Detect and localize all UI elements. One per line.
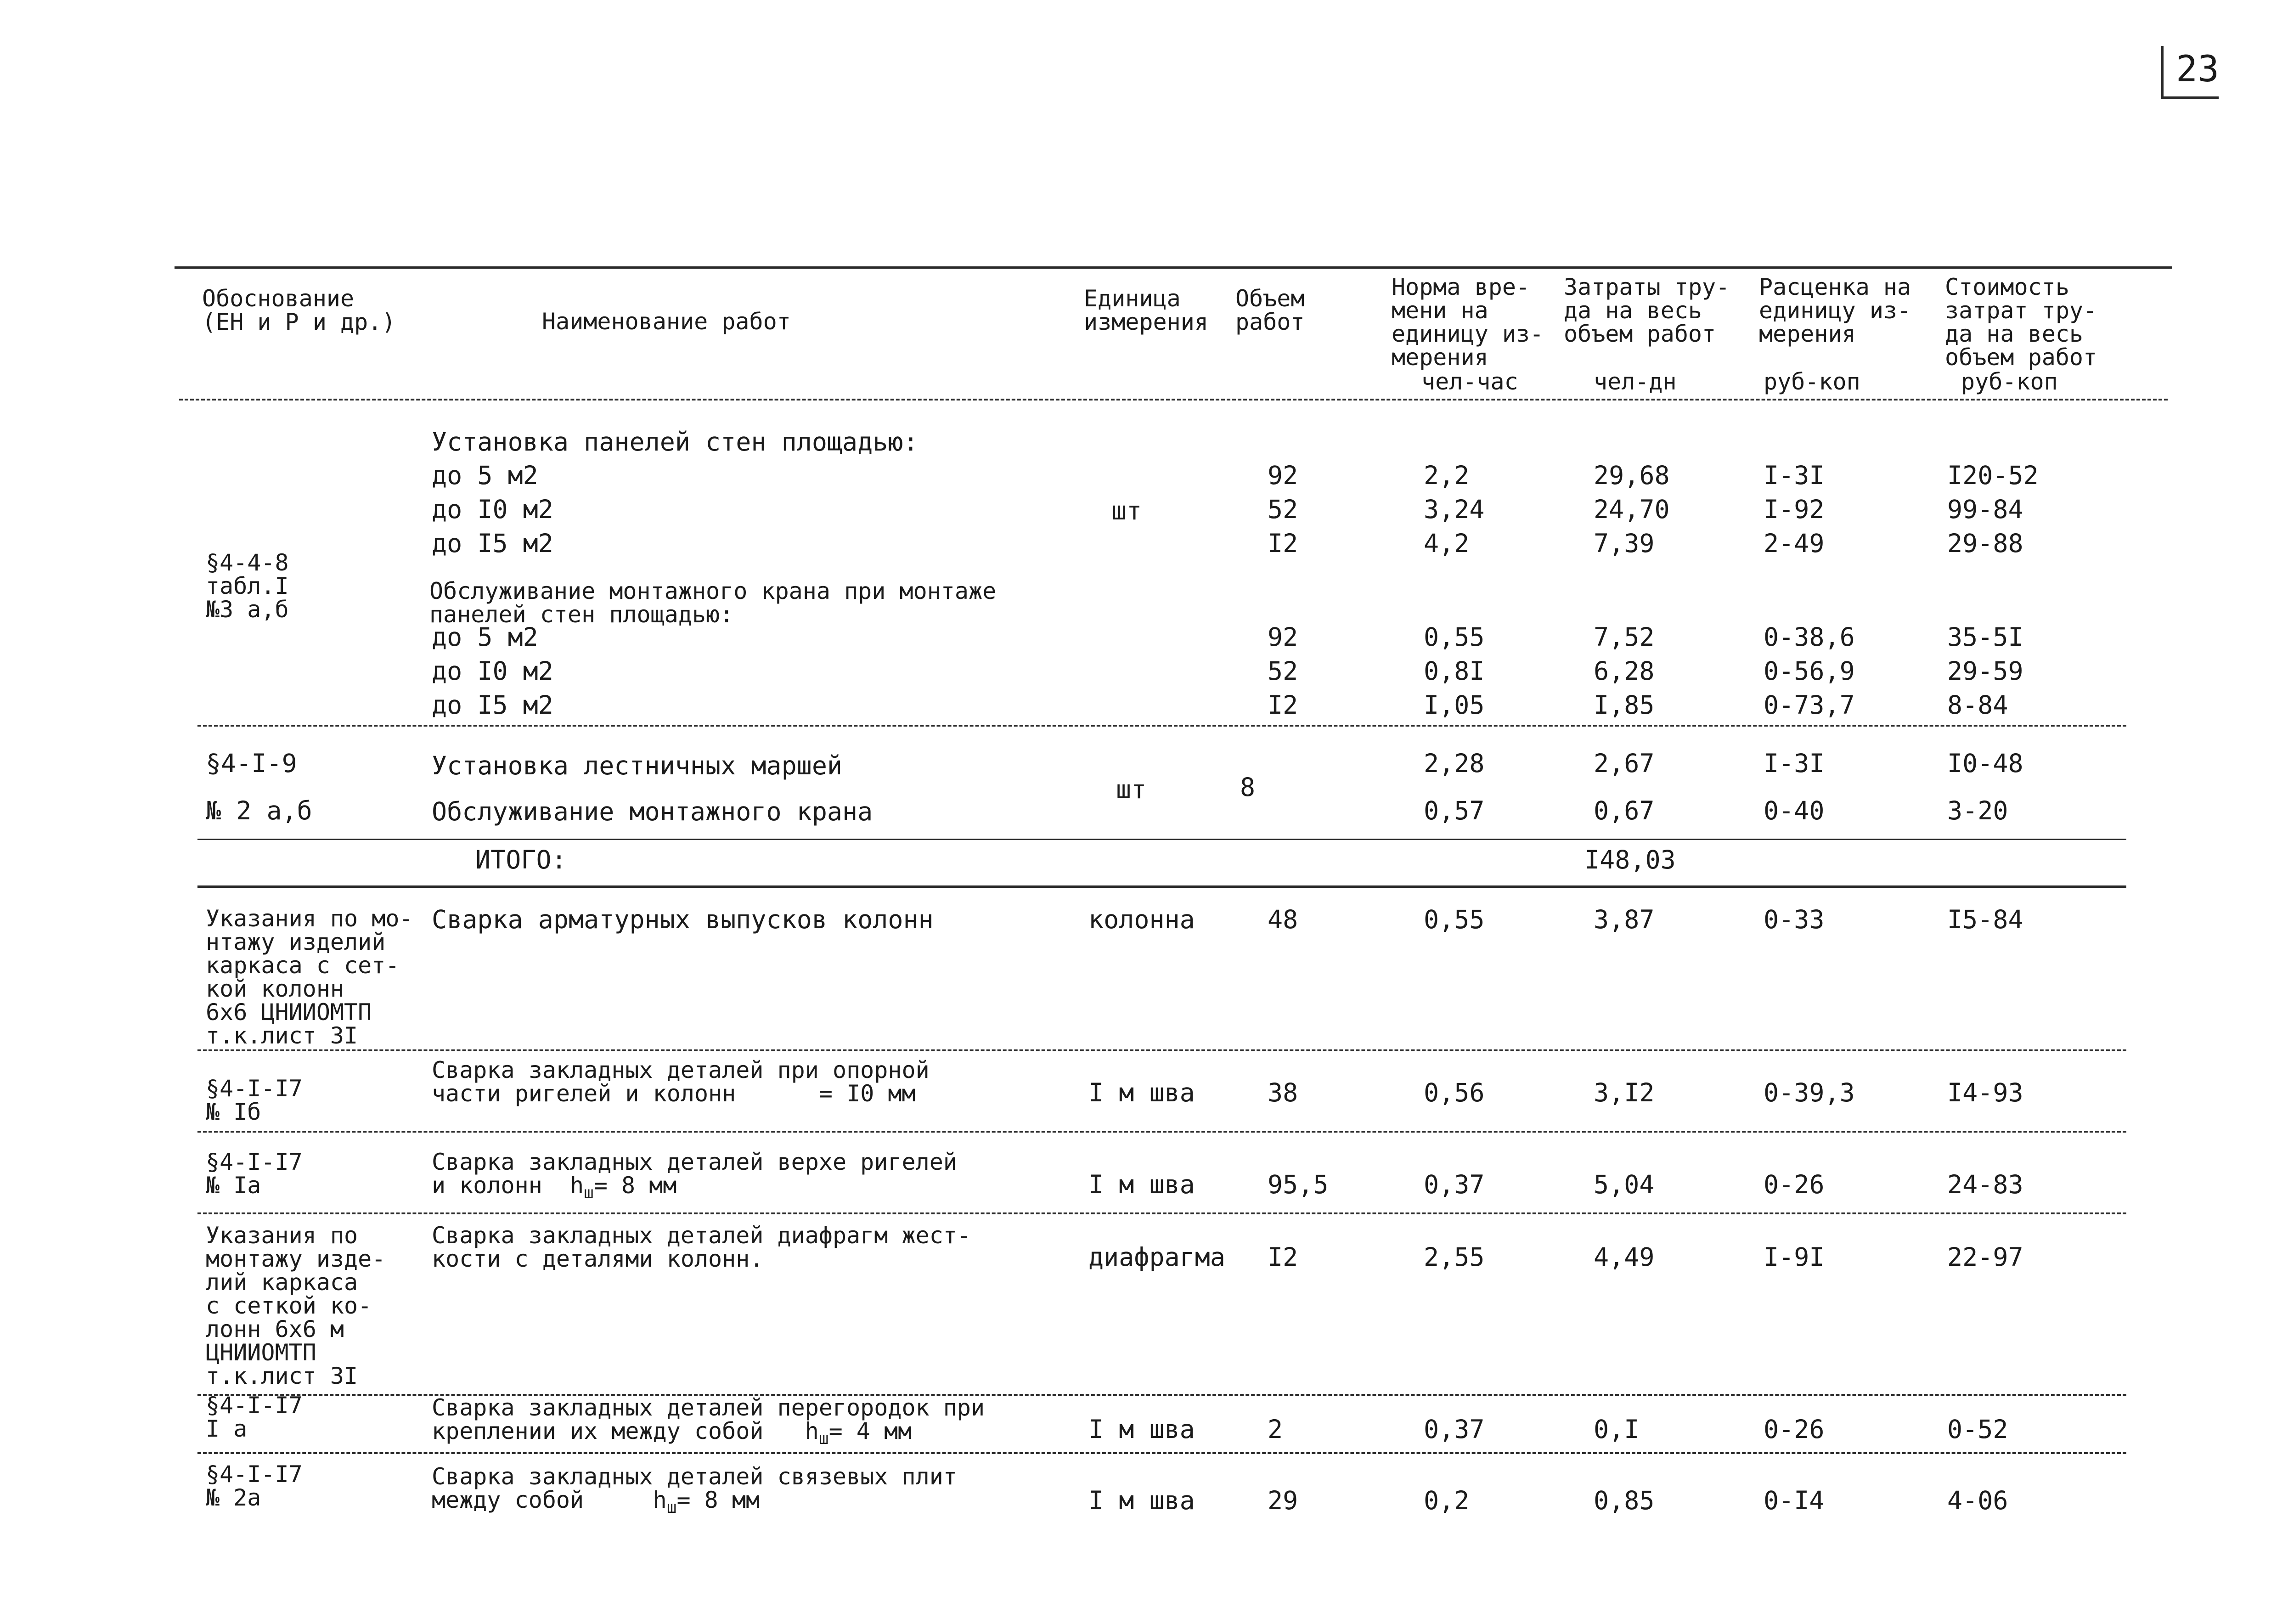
weld-size: = I0 мм (818, 1080, 916, 1107)
weld-height-subscript: ш (584, 1184, 594, 1202)
row-volume: I2 (1268, 529, 1298, 558)
row-cost: 29-88 (1947, 529, 2023, 558)
row-norm: 2,28 (1424, 749, 1485, 778)
sec2-unit: шт (1116, 775, 1147, 804)
row-volume: I2 (1268, 1242, 1298, 1272)
row-name (432, 1396, 985, 1450)
header-cost-unit: руб-коп (1961, 368, 2058, 395)
row-cost: I0-48 (1947, 749, 2023, 778)
row-name: до I0 м2 (432, 495, 553, 524)
row-labor: I,85 (1594, 690, 1655, 720)
row-cost: 22-97 (1947, 1242, 2023, 1272)
row-unit: колонна (1088, 905, 1195, 934)
sec2-bottom-rule (197, 839, 2126, 840)
sec7-bottom-rule (197, 1452, 2126, 1454)
row-rate: I-3I (1764, 749, 1825, 778)
row-unit: I м шва (1088, 1078, 1195, 1107)
row-cost: 29-59 (1947, 656, 2023, 686)
row-rate: 0-38,6 (1764, 622, 1855, 652)
row-rate: I-9I (1764, 1242, 1825, 1272)
row-unit: I м шва (1088, 1486, 1195, 1515)
row-rate: 0-73,7 (1764, 690, 1855, 720)
row-norm: 3,24 (1424, 495, 1485, 524)
row-name (432, 1465, 957, 1519)
row-norm: 0,57 (1424, 796, 1485, 825)
sec2-basis-no: № 2 а,б (206, 796, 312, 825)
sec4-basis: §4-I-I7 № Iб (206, 1075, 303, 1125)
row-volume: 52 (1268, 495, 1298, 524)
header-name: Наименование работ (542, 308, 791, 335)
row-cost: 24-83 (1947, 1170, 2023, 1199)
row-name: до 5 м2 (432, 461, 538, 490)
row-name: Сварка арматурных выпусков колонн (432, 905, 934, 934)
sec1-crane-title: Обслуживание монтажного крана при монтаже панелей стен площадью: (429, 578, 997, 628)
row-name (432, 1150, 957, 1205)
row-rate: 0-I4 (1764, 1486, 1825, 1515)
weld-height-subscript: ш (666, 1498, 677, 1517)
row-norm: 4,2 (1424, 529, 1470, 558)
row-labor: 3,87 (1594, 905, 1655, 934)
header-basis: Обоснование (ЕН и Р и др.) (202, 285, 396, 335)
page-number: 23 (2176, 49, 2219, 90)
row-labor: 6,28 (1594, 656, 1655, 686)
header-rate: Расценка на единицу из- мерения (1759, 274, 1911, 347)
row-volume: 38 (1268, 1078, 1298, 1107)
row-norm: I,05 (1424, 690, 1485, 720)
weld-size: = 8 мм (676, 1487, 760, 1513)
row-name: Обслуживание монтажного крана (432, 797, 873, 826)
row-name-line2: креплении их между собой (432, 1418, 764, 1444)
row-norm: 0,37 (1424, 1170, 1485, 1199)
total-bottom-rule (197, 885, 2126, 888)
sec2-volume: 8 (1240, 773, 1256, 802)
row-labor: 24,70 (1594, 495, 1670, 524)
row-volume: 92 (1268, 622, 1298, 652)
row-name: Установка лестничных маршей (432, 751, 843, 780)
weld-height-symbol: h (805, 1418, 819, 1444)
row-volume: 92 (1268, 461, 1298, 490)
row-name-line1: Сварка закладных деталей связевых плит (432, 1463, 957, 1490)
row-name-line2: между собой (432, 1487, 584, 1513)
row-labor: 2,67 (1594, 749, 1655, 778)
row-norm: 2,55 (1424, 1242, 1485, 1272)
row-name: до I0 м2 (432, 656, 553, 686)
header-labor: Затраты тру- да на весь объем работ (1564, 274, 1730, 347)
weld-height-symbol: h (570, 1172, 584, 1199)
row-norm: 0,37 (1424, 1415, 1485, 1444)
row-volume: 95,5 (1268, 1170, 1329, 1199)
row-volume: 48 (1268, 905, 1298, 934)
sec5-bottom-rule (197, 1212, 2126, 1214)
header-labor-unit: чел-дн (1594, 368, 1677, 395)
header-volume: Объем работ (1235, 285, 1305, 335)
row-rate: 0-39,3 (1764, 1078, 1855, 1107)
row-volume: I2 (1268, 690, 1298, 720)
row-volume: 29 (1268, 1486, 1298, 1515)
row-labor: 0,67 (1594, 796, 1655, 825)
row-name-line1: Сварка закладных деталей перегородок при (432, 1394, 985, 1421)
row-volume: 52 (1268, 656, 1298, 686)
row-labor: 0,85 (1594, 1486, 1655, 1515)
sec1-unit: шт (1111, 496, 1142, 525)
row-name-line1: Сварка закладных деталей верхе ригелей (432, 1149, 957, 1175)
row-rate: 0-40 (1764, 796, 1825, 825)
row-rate: 2-49 (1764, 529, 1825, 558)
header-unit: Единица измерения (1084, 285, 1208, 335)
sec6-basis: Указания по монтажу изде- лий каркаса с сеткой ко- лонн 6х6 м ЦНИИОМТП т.к.лист 3I (206, 1222, 386, 1389)
row-name: Сварка закладных деталей диафрагм жест- кости с деталями колонн. (432, 1222, 971, 1272)
row-cost: I4-93 (1947, 1078, 2023, 1107)
row-name-line1: Сварка закладных деталей при опорной (432, 1057, 930, 1083)
weld-height-subscript: ш (818, 1429, 829, 1448)
row-name-line2: части ригелей и колонн (432, 1080, 736, 1107)
row-norm: 0,8I (1424, 656, 1485, 686)
row-labor: 7,39 (1594, 529, 1655, 558)
row-norm: 0,55 (1424, 905, 1485, 934)
header-rate-unit: руб-коп (1764, 368, 1860, 395)
sec4-bottom-rule (197, 1131, 2126, 1133)
row-unit: диафрагма (1088, 1242, 1226, 1272)
row-rate: I-92 (1764, 495, 1825, 524)
row-rate: 0-26 (1764, 1415, 1825, 1444)
row-name: до I5 м2 (432, 690, 553, 720)
row-rate: 0-56,9 (1764, 656, 1855, 686)
row-cost: 99-84 (1947, 495, 2023, 524)
sec3-bottom-rule (197, 1049, 2126, 1051)
header-norm-unit: чел-час (1421, 368, 1518, 395)
row-rate: 0-26 (1764, 1170, 1825, 1199)
row-labor: 7,52 (1594, 622, 1655, 652)
sec1-basis: §4-4-8 табл.I №3 а,б (206, 549, 289, 623)
row-labor: 4,49 (1594, 1242, 1655, 1272)
weld-height-symbol: h (653, 1487, 667, 1513)
sec1-title: Установка панелей стен площадью: (432, 427, 919, 457)
row-labor: 29,68 (1594, 461, 1670, 490)
row-norm: 0,55 (1424, 622, 1485, 652)
sec8-basis: §4-I-I7 № 2а (206, 1461, 303, 1511)
sec3-basis: Указания по мо- нтажу изделий каркаса с сет- кой колонн 6х6 ЦНИИОМТП т.к.лист 3I (206, 905, 413, 1049)
weld-size: = 8 мм (593, 1172, 677, 1199)
total-labor: I48,03 (1584, 845, 1676, 874)
row-labor: 5,04 (1594, 1170, 1655, 1199)
total-label: ИТОГО: (475, 845, 567, 874)
row-name-line2: и колонн (432, 1172, 542, 1199)
sec5-basis: §4-I-I7 № Iа (206, 1149, 303, 1199)
row-name: до I5 м2 (432, 529, 553, 558)
table-top-rule (175, 266, 2172, 269)
row-volume: 2 (1268, 1415, 1283, 1444)
row-labor: 0,I (1594, 1415, 1640, 1444)
header-cost: Стоимость затрат тру- да на весь объем работ (1945, 274, 2097, 371)
row-unit: I м шва (1088, 1170, 1195, 1199)
sec7-basis: §4-I-I7 I а (206, 1392, 303, 1442)
row-unit: I м шва (1088, 1415, 1195, 1444)
row-rate: I-3I (1764, 461, 1825, 490)
row-name (432, 1059, 930, 1105)
row-cost: I20-52 (1947, 461, 2039, 490)
sec1-bottom-rule (197, 725, 2126, 727)
row-norm: 0,2 (1424, 1486, 1470, 1515)
row-cost: 4-06 (1947, 1486, 2008, 1515)
row-rate: 0-33 (1764, 905, 1825, 934)
row-cost: I5-84 (1947, 905, 2023, 934)
sec2-basis: §4-I-9 (206, 749, 297, 778)
row-cost: 3-20 (1947, 796, 2008, 825)
header-norm: Норма вре- мени на единицу из- мерения (1392, 274, 1544, 371)
row-cost: 0-52 (1947, 1415, 2008, 1444)
row-cost: 8-84 (1947, 690, 2008, 720)
row-norm: 0,56 (1424, 1078, 1485, 1107)
weld-size: = 4 мм (828, 1418, 912, 1444)
row-norm: 2,2 (1424, 461, 1470, 490)
row-labor: 3,I2 (1594, 1078, 1655, 1107)
row-name: до 5 м2 (432, 622, 538, 652)
header-bottom-rule (179, 399, 2168, 400)
row-cost: 35-5I (1947, 622, 2023, 652)
